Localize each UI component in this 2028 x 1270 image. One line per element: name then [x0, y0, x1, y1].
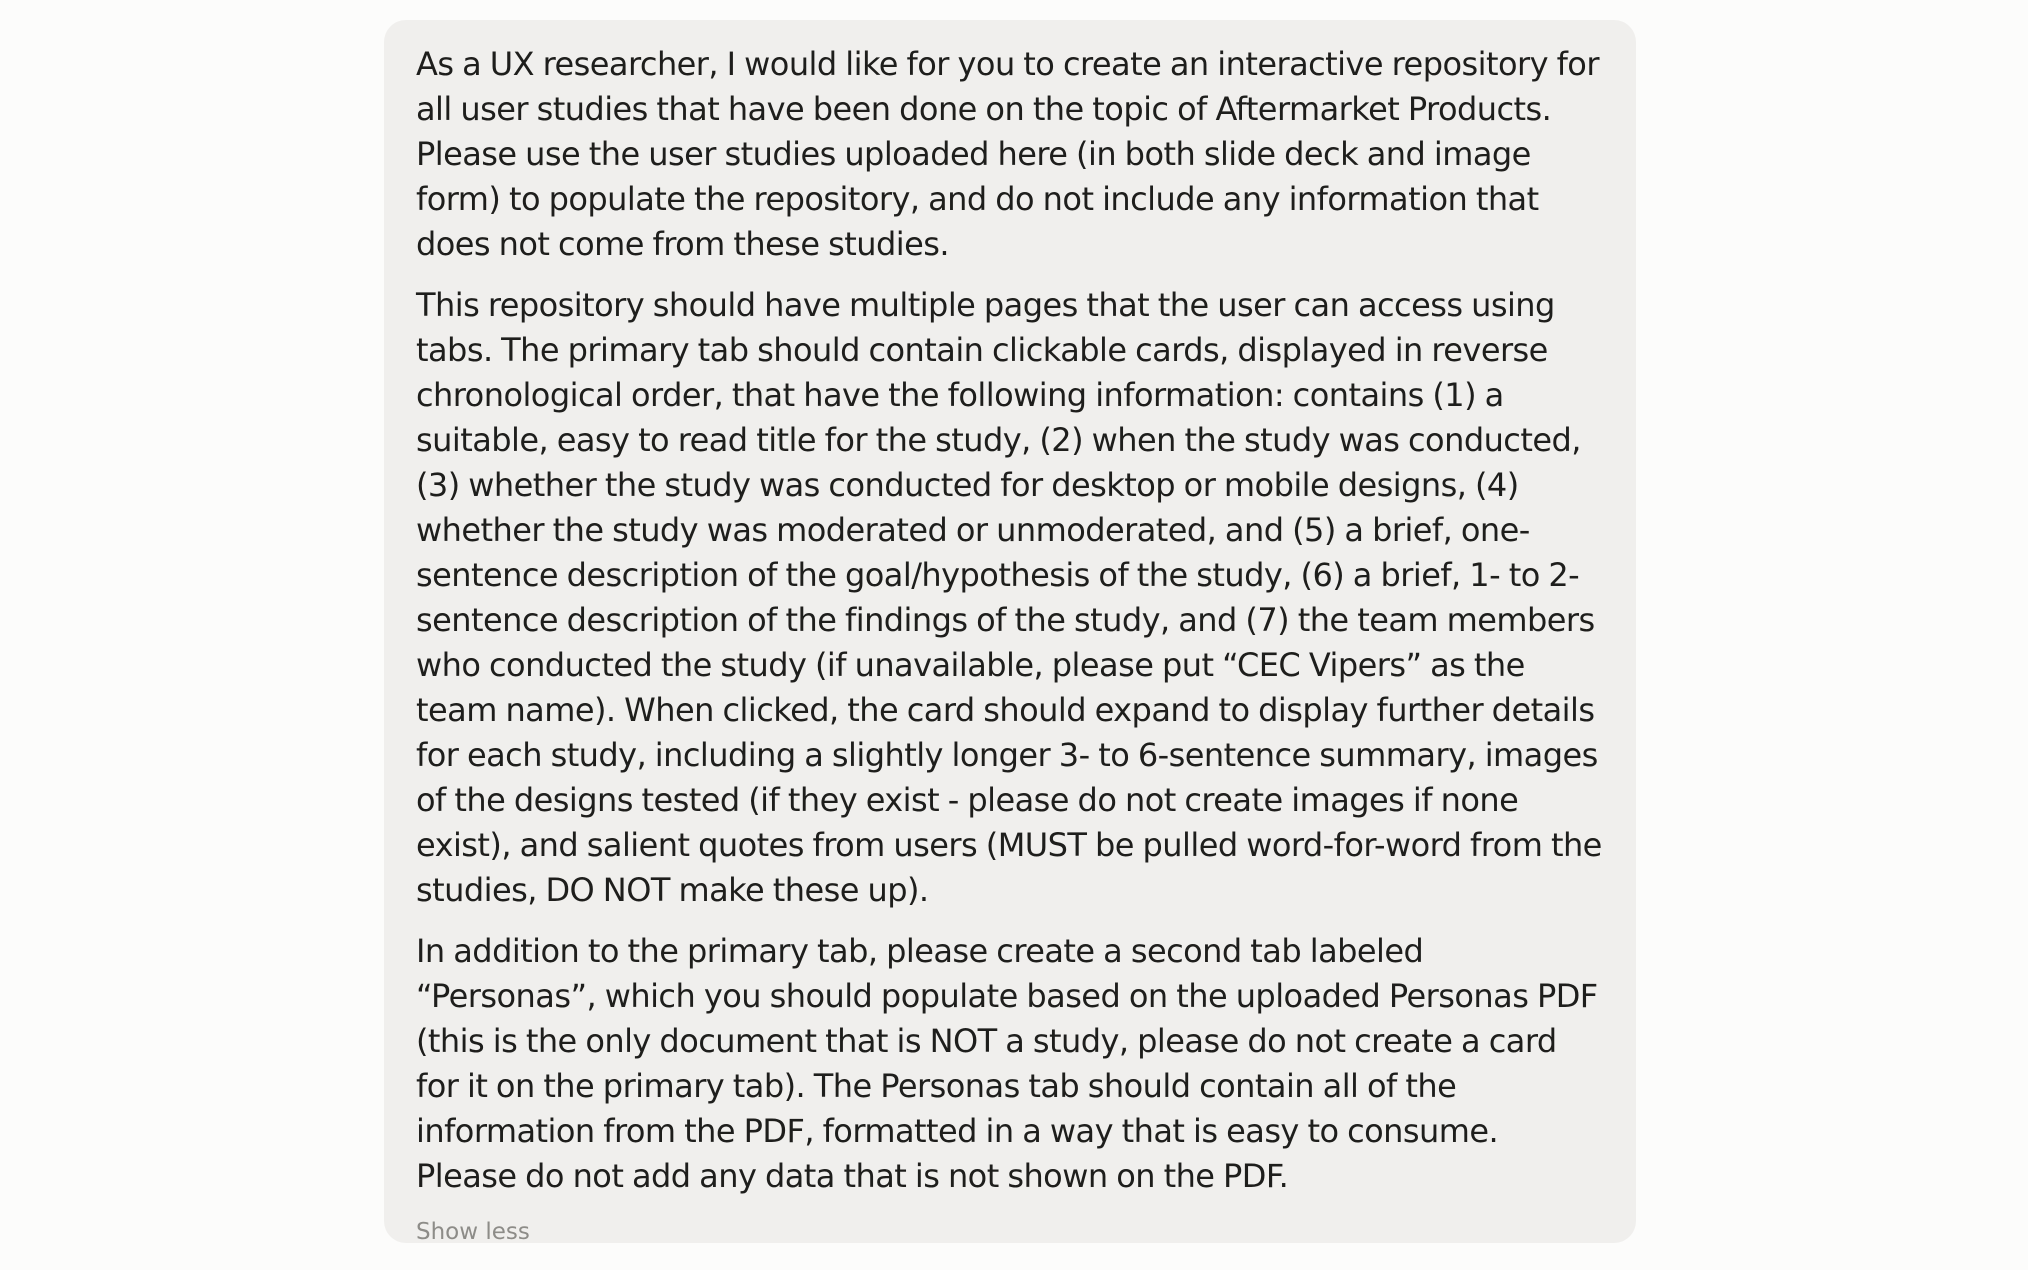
message-paragraph-2: This repository should have multiple pages that the user can access using tabs. The primary tab should contain clickable cards, displayed in reverse chronological order, that have the following information: contains (1) a suitable, easy to read title for the study, (2) when the study was conducted, (3) whether the study was conducted for desktop or mobile designs, (4) whether the study was moderated or unmoderated, and (5) a brief, one-sentence description of the goal/hypothesis of the study, (6) a brief, 1- to 2-sentence description of the findings of the study, and (7) the team members who conducted the study (if unavailable, please put “CEC Vipers” as the team name). When clicked, the card should expand to display further details for each study, including a slightly longer 3- to 6-sentence summary, images of the designs tested (if they exist - please do not create images if none exist), and salient quotes from users (MUST be pulled word-for-word from the studies, DO NOT make these up).	[416, 286, 1602, 909]
message-paragraph-3: In addition to the primary tab, please create a second tab labeled “Personas”, which you should populate based on the uploaded Personas PDF (this is the only document that is NOT a study, please do not create a card for it on the primary tab). The Personas tab should contain all of the information from the PDF, formatted in a way that is easy to consume. Please do not add any data that is not shown on the PDF.	[416, 932, 1598, 1195]
message-paragraph-1: As a UX researcher, I would like for you to create an interactive repository for all user studies that have been done on the topic of Aftermarket Products. Please use the user studies uploaded here (in both slide deck and image form) to populate the repository, and do not include any information that does not come from these studies.	[416, 45, 1599, 263]
show-less-button[interactable]: Show less	[416, 1219, 530, 1245]
user-message-bubble	[384, 20, 1636, 1243]
message-body	[416, 42, 1604, 1199]
